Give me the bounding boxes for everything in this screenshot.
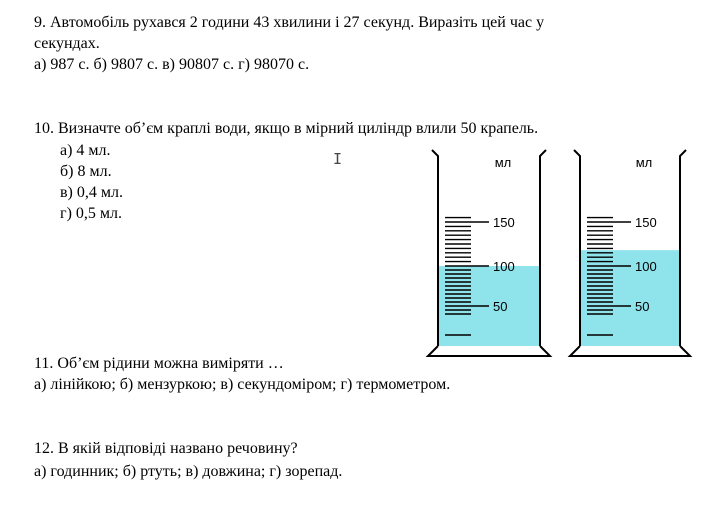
q9-options: а) 987 с. б) 9807 с. в) 90807 с. г) 98070 с.	[34, 56, 310, 73]
q10-option-b: б) 8 мл.	[60, 163, 112, 180]
cylinder-2-tick-label-100: 100	[635, 259, 657, 274]
cylinder-1-tick-label-100: 100	[493, 259, 515, 274]
q10-option-d: г) 0,5 мл.	[60, 205, 122, 222]
cylinder-1-unit: мл	[494, 155, 512, 170]
q10-text: 10. Визначте об’єм краплі води, якщо в мірний циліндр влили 50 крапель.	[34, 120, 539, 137]
q11-options: а) лінійкою; б) мензуркою; в) секундоміром; г) термометром.	[34, 376, 451, 393]
q12-text: 12. В якій відповіді названо речовину?	[34, 440, 298, 457]
text-cursor-icon: I	[333, 150, 343, 168]
q11-text: 11. Об’єм рідини можна виміряти …	[34, 355, 284, 372]
q10-option-c: в) 0,4 мл.	[60, 184, 123, 201]
cylinder-1-tick-label-150: 150	[493, 215, 515, 230]
q9-text-line2: секундах.	[34, 35, 100, 52]
cylinder-2-tick-label-150: 150	[635, 215, 657, 230]
cylinder-2-base	[570, 346, 690, 356]
cylinder-2-tick-label-50: 50	[635, 299, 650, 314]
cylinder-1-base	[428, 346, 550, 356]
cylinder-1-tick-label-50: 50	[493, 299, 508, 314]
q12-options: а) годинник; б) ртуть; в) довжина; г) зорепад.	[34, 463, 343, 480]
cylinder-2-unit: мл	[635, 155, 653, 170]
q10-option-a: а) 4 мл.	[60, 142, 111, 159]
q9-text-line1: 9. Автомобіль рухався 2 години 43 хвилини і 27 секунд. Виразіть цей час у	[34, 14, 545, 31]
